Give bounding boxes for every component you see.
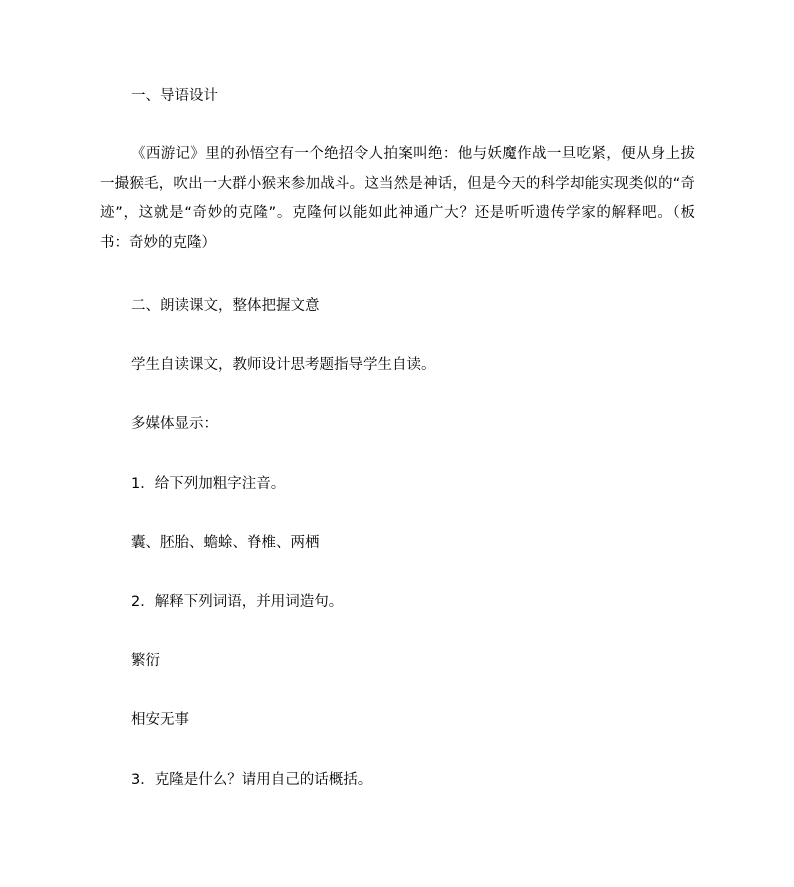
instruction-text: 学生自读课文，教师设计思考题指导学生自读。: [131, 357, 436, 373]
question-2: 2．解释下列词语，并用词造句。: [131, 594, 344, 610]
media-label: 多媒体显示：: [131, 416, 218, 432]
question-2-word-2: 相安无事: [131, 712, 189, 728]
question-1-words: 囊、胚胎、蟾蜍、脊椎、两栖: [131, 535, 320, 551]
question-1: 1．给下列加粗字注音。: [131, 476, 286, 492]
question-3: 3．克隆是什么？请用自己的话概括。: [131, 772, 373, 788]
section-heading-intro: 一、导语设计: [131, 88, 218, 104]
question-2-word-1: 繁衍: [131, 653, 160, 669]
section-heading-reading: 二、朗读课文，整体把握文意: [131, 298, 320, 314]
intro-paragraph: 《西游记》里的孙悟空有一个绝招令人拍案叫绝：他与妖魔作战一旦吃紧，便从身上拔一撮猴毛，吹出一大群小猴来参加战斗。这当然是神话，但是今天的科学却能实现类似的“奇迹”，这就是“奇妙的克隆”。克隆何以能如此神通广大？还是听听遗传学家的解释吧。（板书：奇妙的克隆）: [100, 146, 695, 251]
